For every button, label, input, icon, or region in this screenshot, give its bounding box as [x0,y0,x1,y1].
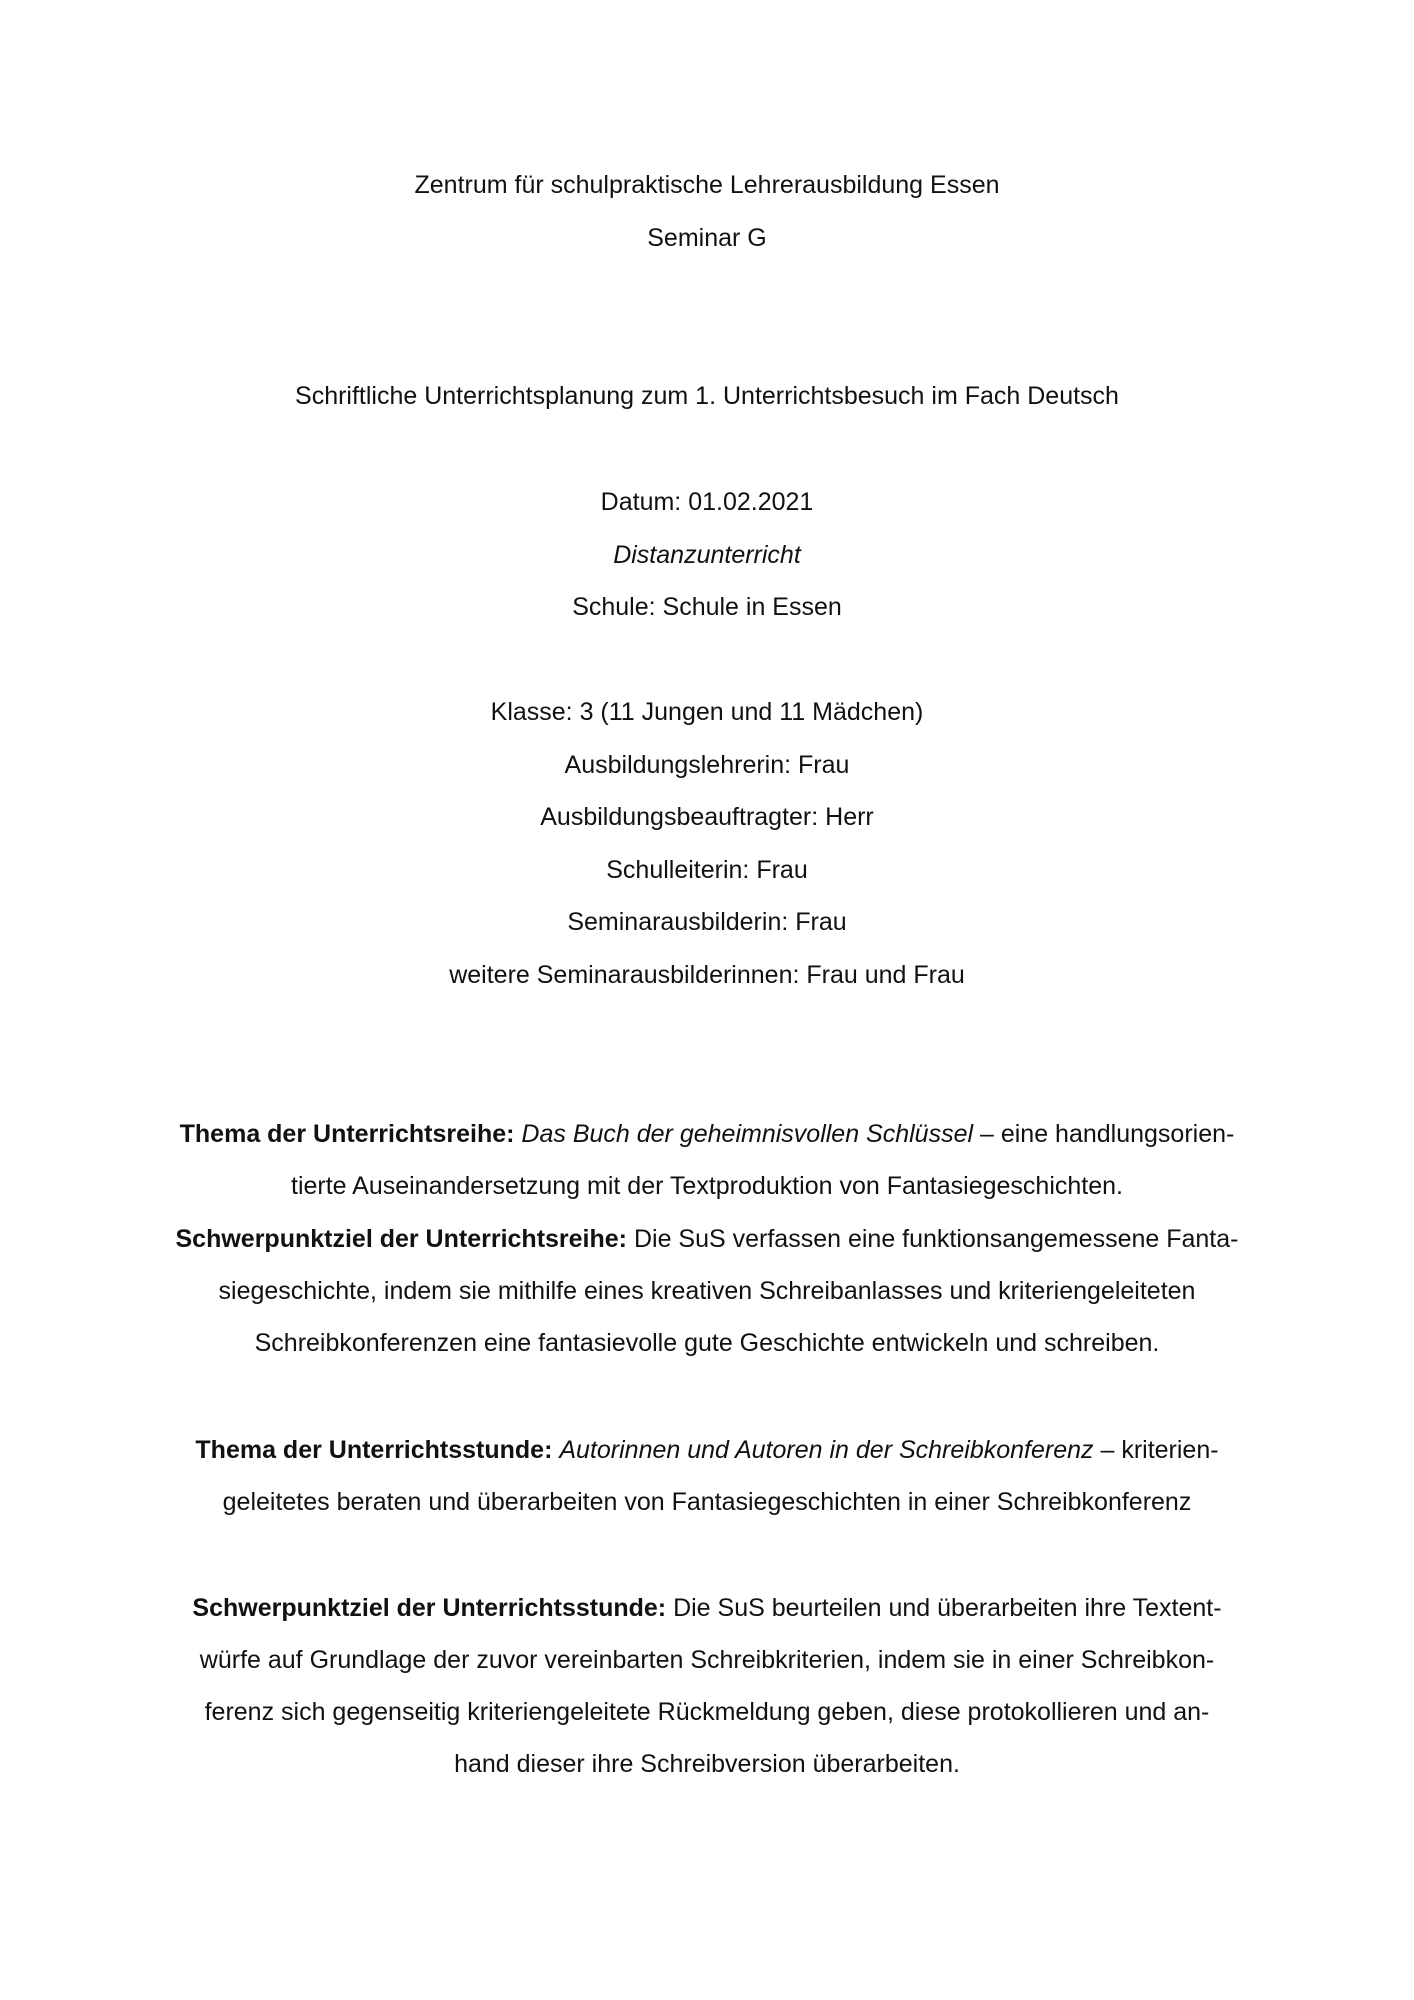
lesson-theme-title: Autorinnen und Autoren in der Schreibkonferenz [559,1436,1094,1464]
institution-name: Zentrum für schulpraktische Lehrerausbildung Essen [414,171,1000,199]
lesson-theme-paragraph [160,1424,1254,1528]
teaching-mode: Distanzunterricht [613,541,801,569]
series-theme-title: Das Buch der geheimnisvollen Schlüssel [521,1120,974,1148]
lesson-theme-line-1 [160,1424,1254,1476]
series-theme-text-2: tierte Auseinandersetzung mit der Textproduktion von Fantasiegeschichten. [291,1172,1123,1200]
series-goal-line-1 [160,1213,1254,1265]
lesson-theme-text-1: – kriterien- [1093,1436,1219,1464]
series-goal-paragraph [160,1213,1254,1369]
series-theme-line-1 [160,1108,1254,1160]
series-goal-text-3: Schreibkonferenzen eine fantasievolle gute Geschichte entwickeln und schreiben. [254,1329,1160,1357]
date-line: Datum: 01.02.2021 [600,488,814,516]
series-goal-label: Schwerpunktziel der Unterrichtsreihe: [175,1225,628,1253]
series-theme-text-1: – eine handlungsorien- [973,1120,1235,1148]
seminar-trainer-line: Seminarausbilderin: Frau [567,908,847,936]
series-theme-paragraph [160,1108,1254,1212]
series-goal-text-2: siegeschichte, indem sie mithilfe eines kreativen Schreibanlasses und kriteriengeleiteten [218,1277,1196,1305]
class-line: Klasse: 3 (11 Jungen und 11 Mädchen) [490,698,924,726]
training-officer-line: Ausbildungsbeauftragter: Herr [540,803,874,831]
lesson-goal-label: Schwerpunktziel der Unterrichtsstunde: [192,1594,667,1622]
seminar-name: Seminar G [647,224,767,252]
series-theme-label: Thema der Unterrichtsreihe: [179,1120,515,1148]
lesson-goal-text-3: ferenz sich gegenseitig kriteriengeleitete Rückmeldung geben, diese protokollieren und an- [204,1698,1210,1726]
other-trainers-line: weitere Seminarausbilderinnen: Frau und Frau [449,961,965,989]
school-line: Schule: Schule in Essen [572,593,842,621]
planning-title: Schriftliche Unterrichtsplanung zum 1. Unterrichtsbesuch im Fach Deutsch [295,382,1119,410]
lesson-goal-line-1 [160,1582,1254,1634]
lesson-theme-text-2: geleitetes beraten und überarbeiten von Fantasiegeschichten in einer Schreibkonferenz [222,1488,1192,1516]
mentor-teacher-line: Ausbildungslehrerin: Frau [564,751,850,779]
principal-line: Schulleiterin: Frau [606,856,808,884]
lesson-goal-paragraph [160,1582,1254,1790]
lesson-theme-label: Thema der Unterrichtsstunde: [195,1436,553,1464]
series-goal-text-1: Die SuS verfassen eine funktionsangemessene Fanta- [627,1225,1239,1253]
lesson-goal-text-4: hand dieser ihre Schreibversion überarbeiten. [454,1750,960,1778]
lesson-goal-text-1: Die SuS beurteilen und überarbeiten ihre Textent- [666,1594,1222,1622]
lesson-goal-text-2: würfe auf Grundlage der zuvor vereinbarten Schreibkriterien, indem sie in einer Schreibkon- [199,1646,1215,1674]
